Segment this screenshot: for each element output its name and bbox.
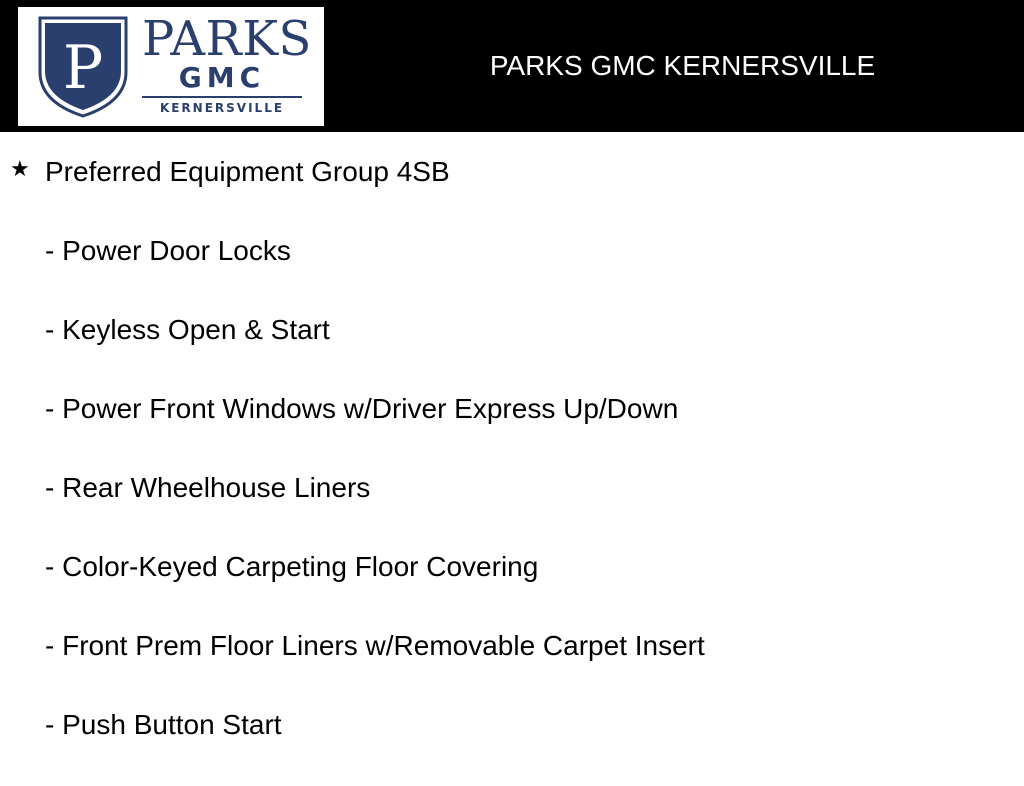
shield-letter: P — [62, 33, 104, 103]
shield-icon — [36, 14, 130, 120]
equipment-content — [0, 132, 1024, 768]
feature-list — [45, 233, 705, 786]
feature-item: - Power Front Windows w/Driver Express Up/Down — [45, 393, 679, 424]
feature-item: - Push Button Start — [45, 709, 282, 740]
star-icon: ★ — [10, 157, 30, 182]
feature-item: - Color-Keyed Carpeting Floor Covering — [45, 551, 539, 582]
logo-brand-text: PARKS — [142, 11, 312, 67]
logo-make-text: GMC — [178, 61, 266, 94]
header-bar — [0, 0, 1024, 132]
feature-item: - Power Door Locks — [45, 235, 291, 266]
logo-city-text: KERNERSVILLE — [159, 101, 285, 115]
dealer-logo — [18, 7, 324, 126]
page-title: PARKS GMC KERNERSVILLE — [489, 50, 876, 81]
feature-item: - Keyless Open & Start — [45, 314, 330, 345]
heading-text: Preferred Equipment Group 4SB — [45, 156, 450, 187]
equipment-group-heading — [0, 154, 1024, 190]
feature-item: - Rear Wheelhouse Liners — [45, 472, 371, 503]
logo-divider — [142, 96, 302, 98]
feature-item: - Front Prem Floor Liners w/Removable Carpet Insert — [45, 630, 705, 661]
